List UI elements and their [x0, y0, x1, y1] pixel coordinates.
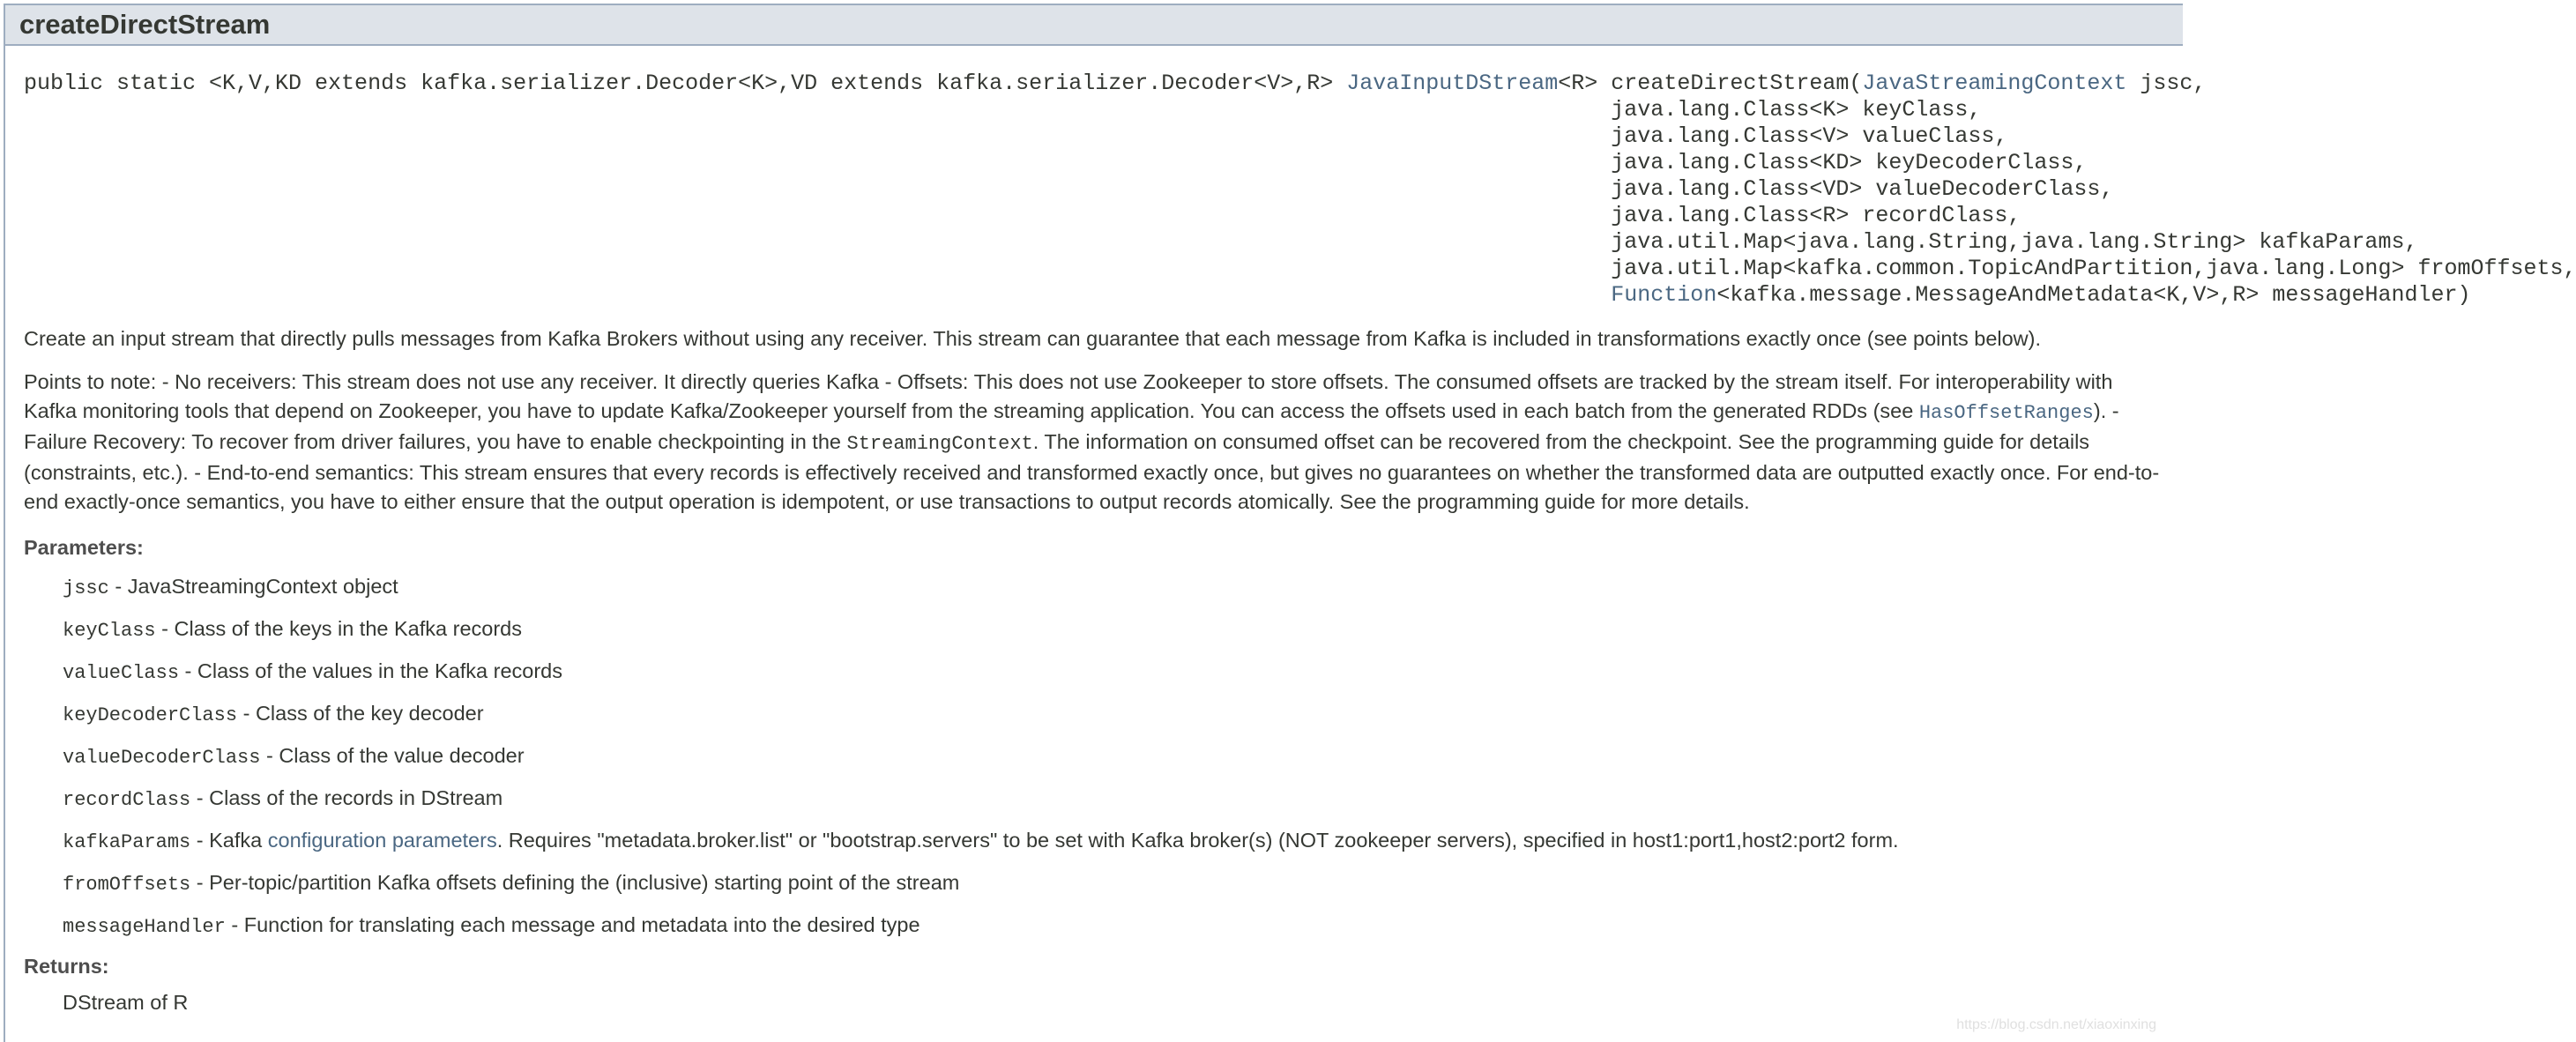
- param-desc-prefix: Kafka: [209, 829, 268, 852]
- param-desc: Class of the key decoder: [255, 702, 484, 725]
- param-name: kafkaParams: [63, 831, 191, 853]
- signature-line: java.lang.Class<KD> keyDecoderClass,: [1611, 150, 2088, 175]
- signature-line: java.util.Map<kafka.common.TopicAndPartition,java.lang.Long> fromOffsets,: [1611, 256, 2576, 281]
- returns-value: DStream of R: [63, 991, 189, 1014]
- param-sep: -: [237, 702, 256, 725]
- parameters-label: Parameters:: [24, 536, 144, 559]
- param-sep: -: [225, 913, 244, 936]
- method-notes: [24, 368, 2183, 517]
- param-desc: Function for translating each message and metadata into the desired type: [243, 913, 920, 936]
- param-sep: -: [108, 575, 128, 598]
- param-name: keyClass: [63, 620, 156, 642]
- watermark: https://blog.csdn.net/xiaoxinxing: [1956, 1017, 2156, 1032]
- param-item: [63, 650, 2183, 692]
- param-item: [63, 777, 2183, 819]
- param-sep: -: [155, 617, 175, 640]
- method-detail-block: [4, 4, 2576, 1042]
- param-item: [63, 734, 2183, 777]
- parameters-list: [24, 565, 2183, 946]
- return-type-link[interactable]: JavaInputDStream: [1346, 71, 1559, 96]
- signature-return-suffix: <R> createDirectStream(: [1558, 71, 1863, 96]
- signature-last-suffix: <kafka.message.MessageAndMetadata<K,V>,R> messageHandler): [1716, 282, 2471, 308]
- param-item: [63, 819, 2183, 861]
- param-item: [63, 607, 2183, 650]
- param-sep: -: [179, 659, 197, 682]
- signature-line: java.lang.Class<K> keyClass,: [1611, 97, 1982, 123]
- param-desc: Class of the keys in the Kafka records: [174, 617, 522, 640]
- notes-part1: Points to note: - No receivers: This stream does not use any receiver. It directly queries Kafka - Offsets: This does not use Zookeeper to store offsets. The consumed offsets are tracked by the stream itself. For interoperability with Kafka monitoring tools that depend on Zookeeper, you have to update Kafka/Zookeeper yourself from the streaming application. You can access the offsets used in each batch from the generated RDDs (see: [24, 370, 2113, 422]
- method-title: createDirectStream: [19, 9, 271, 40]
- function-type-link[interactable]: Function: [1611, 282, 1717, 308]
- first-param-type-link[interactable]: JavaStreamingContext: [1862, 71, 2127, 96]
- param-name: recordClass: [63, 789, 191, 811]
- param-sep: -: [190, 871, 210, 894]
- configuration-parameters-link[interactable]: configuration parameters: [267, 829, 497, 852]
- param-item: [63, 904, 2183, 946]
- signature-line: java.lang.Class<VD> valueDecoderClass,: [1611, 176, 2114, 202]
- param-name: jssc: [63, 577, 109, 599]
- signature-indent: [24, 150, 1611, 175]
- param-item: [63, 565, 2183, 607]
- signature-line: java.lang.Class<V> valueClass,: [1611, 123, 2008, 149]
- param-item: [63, 692, 2183, 734]
- signature-line: java.lang.Class<R> recordClass,: [1611, 203, 2021, 228]
- param-desc: Class of the value decoder: [279, 744, 525, 767]
- method-signature: [24, 71, 2576, 309]
- param-desc: Class of the values in the Kafka records: [197, 659, 562, 682]
- method-description: Create an input stream that directly pulls messages from Kafka Brokers without using any receiver. This stream can guarantee that each message from Kafka is included in transformations exactly once (see points below).: [24, 327, 2042, 350]
- method-content: [5, 71, 2576, 1015]
- param-desc: Class of the records in DStream: [209, 786, 503, 809]
- signature-indent: [24, 229, 1611, 255]
- param-desc: . Requires "metadata.broker.list" or "bootstrap.servers" to be set with Kafka broker(s) (NOT zookeeper servers), specified in host1:port1,host2:port2 form.: [496, 829, 1899, 852]
- notes-part2: ). - Failure Recovery: To recover from driver failures, you have to enable checkpointing in the: [24, 399, 2119, 453]
- signature-prefix: public static <K,V,KD extends kafka.serializer.Decoder<K>,VD extends kafka.serializer.Decoder<V>,R>: [24, 71, 1347, 96]
- param-desc: JavaStreamingContext object: [127, 575, 398, 598]
- signature-indent: [24, 176, 1611, 202]
- param-name: valueClass: [63, 662, 180, 684]
- signature-indent: [24, 256, 1611, 281]
- first-param-name: jssc,: [2126, 71, 2207, 96]
- param-item: [63, 861, 2183, 904]
- method-title-bar: [5, 5, 2183, 46]
- param-name: fromOffsets: [63, 874, 191, 896]
- signature-indent: [24, 97, 1611, 123]
- param-name: messageHandler: [63, 916, 226, 938]
- signature-indent: [24, 282, 1611, 308]
- notes-part3: . The information on consumed offset can be recovered from the checkpoint. See the programming guide for details (constraints, etc.). - End-to-end semantics: This stream ensures that every records is effectively received and transformed exactly once, but gives no guarantees on whether the transformed data are outputted exactly once. For end-to-end exactly-once semantics, you have to either ensure that the output operation is idempotent, or use transactions to output records atomically. See the programming guide for more details.: [24, 430, 2160, 513]
- signature-line: java.util.Map<java.lang.String,java.lang.String> kafkaParams,: [1611, 229, 2418, 255]
- param-sep: -: [260, 744, 279, 767]
- streamingcontext-code: StreamingContext: [846, 433, 1033, 455]
- signature-indent: [24, 123, 1611, 149]
- signature-indent: [24, 203, 1611, 228]
- param-desc: Per-topic/partition Kafka offsets defining the (inclusive) starting point of the stream: [209, 871, 960, 894]
- param-sep: -: [190, 786, 210, 809]
- returns-label: Returns:: [24, 955, 109, 978]
- hasoffsetranges-link[interactable]: HasOffsetRanges: [1918, 402, 2094, 424]
- param-name: valueDecoderClass: [63, 747, 261, 769]
- param-sep: -: [190, 829, 210, 852]
- param-name: keyDecoderClass: [63, 704, 238, 726]
